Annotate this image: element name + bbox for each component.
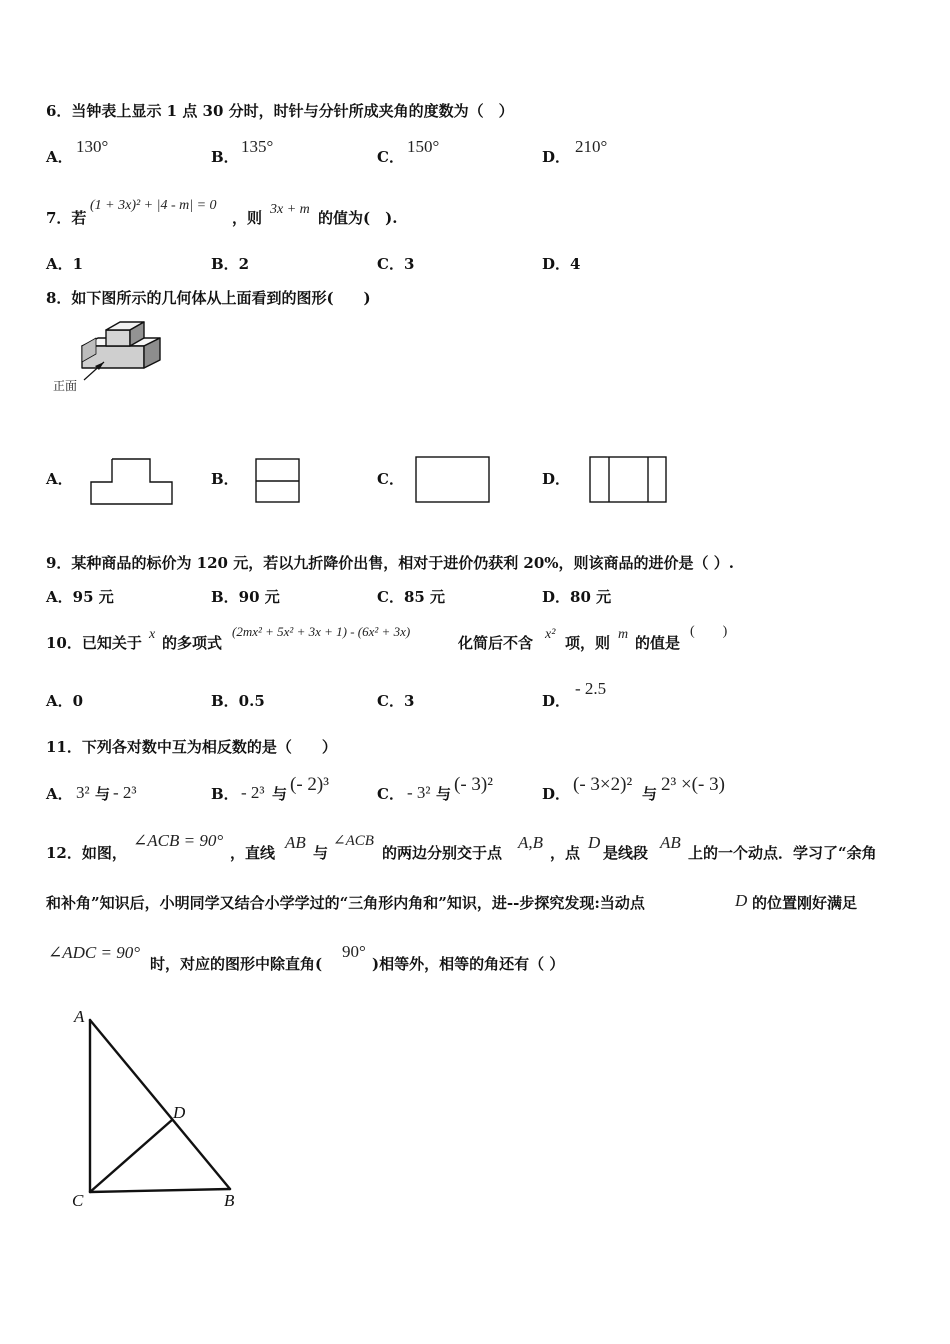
q6-label-b: B． — [211, 148, 239, 166]
q6-option-c: 150° — [407, 137, 440, 156]
q12-d-second: D — [735, 891, 748, 910]
q12-d: D — [588, 833, 601, 852]
q12-line2: 和补角”知识后，小明同学又结合小学学过的“三角形内角和”知识，进--步探究发现:当动点 — [46, 894, 645, 912]
q10-var-x: x — [149, 627, 156, 642]
q7-stem-post: 的值为( ). — [318, 209, 398, 227]
q11-label-c: C． — [377, 785, 404, 803]
q10-var-m: m — [618, 627, 629, 642]
q12-angle-adc: ∠ADC = 90° — [48, 943, 141, 962]
q11-c-with: 与 — [436, 785, 452, 803]
q8-label-c: C． — [377, 470, 404, 488]
q8-stem: 8．如下图所示的几何体从上面看到的图形( ) — [46, 289, 371, 307]
q12-triangle-figure — [60, 996, 260, 1216]
q8-front-label: 正面 — [53, 379, 78, 393]
q12-t8: )相等外，相等的角还有（ ） — [372, 955, 565, 973]
q12-line2-end: 的位置刚好满足 — [752, 894, 858, 912]
q9-option-a: A．95 元 — [46, 588, 114, 606]
q12-a-b: A,B — [518, 833, 544, 852]
q11-c-second: (- 3)² — [454, 774, 493, 795]
q9-option-d: D．80 元 — [542, 588, 612, 606]
q12-pre: 12．如图， — [46, 844, 127, 862]
q12-t6: 上的一个动点．学习了“余角 — [688, 844, 877, 862]
q9-option-c: C．85 元 — [377, 588, 446, 606]
q7-option-d: D．4 — [542, 255, 581, 273]
q6-stem: 6．当钟表上显示 1 点 30 分时，时针与分针所成夹角的度数为（ ） — [46, 102, 514, 120]
triangle-side-ab — [90, 1020, 230, 1189]
q12-t7: 时，对应的图形中除直角( — [150, 955, 323, 973]
q11-label-d: D． — [542, 785, 571, 803]
q11-b-first: - 2³ — [241, 783, 265, 802]
q8-option-d-figure — [589, 456, 669, 504]
q10-option-b: B．0.5 — [211, 692, 265, 710]
q10-stem-pre: 10．已知关于 — [46, 634, 142, 652]
q6-label-a: A． — [46, 148, 73, 166]
q9-stem: 9．某种商品的标价为 120 元，若以九折降价出售，相对于进价仍获利 20%，则该商品的进价是（ ）. — [46, 554, 734, 572]
q6-label-c: C． — [377, 148, 404, 166]
triangle-segment-cd — [90, 1120, 172, 1192]
vertex-d-label: D — [173, 1103, 186, 1122]
q11-b-second: (- 2)³ — [290, 774, 329, 795]
q10-polynomial: (2mx² + 5x² + 3x + 1) - (6x² + 3x) — [232, 624, 411, 639]
q12-t2: 与 — [313, 844, 329, 862]
q12-ab: AB — [285, 833, 306, 852]
q10-mid4: 的值是 — [635, 634, 681, 652]
q7-formula: (1 + 3x)² + |4 - m| = 0 — [90, 198, 217, 213]
q7-option-a: A．1 — [46, 255, 84, 273]
q11-d-with: 与 — [642, 785, 658, 803]
q11-a-second: - 2³ — [113, 783, 137, 802]
q11-label-a: A． — [46, 785, 73, 803]
q10-option-a: A．0 — [46, 692, 84, 710]
q12-ninety: 90° — [342, 942, 366, 961]
q6-option-b: 135° — [241, 137, 274, 156]
q7-expr: 3x + m — [270, 202, 310, 217]
q10-label-d: D． — [542, 692, 571, 710]
q8-label-b: B． — [211, 470, 239, 488]
q12-t4: ，点 — [550, 844, 581, 862]
q12-t1: ，直线 — [230, 844, 276, 862]
q8-option-a-figure — [90, 458, 174, 506]
q11-a-with: 与 — [95, 785, 111, 803]
q10-x-squared: x² — [545, 627, 556, 642]
triangle-side-cb — [90, 1189, 230, 1192]
q11-stem: 11．下列各对数中互为相反数的是（ ） — [46, 738, 337, 756]
q11-d-first: (- 3×2)² — [573, 774, 633, 795]
q7-option-b: B．2 — [211, 255, 250, 273]
q10-mid3: 项，则 — [565, 634, 611, 652]
q7-stem-pre: 7．若 — [46, 209, 87, 227]
q11-d-second: 2³ ×(- 3) — [661, 774, 725, 795]
q8-label-a: A． — [46, 470, 73, 488]
q8-option-b-figure — [255, 458, 301, 504]
vertex-c-label: C — [72, 1191, 84, 1210]
q12-ab-second: AB — [660, 833, 681, 852]
q10-option-d: - 2.5 — [575, 679, 607, 698]
q12-angle-acb: ∠ACB — [333, 833, 374, 849]
q10-mid2: 化简后不含 — [458, 634, 534, 652]
q8-option-c-figure — [415, 456, 491, 504]
q12-t3: 的两边分别交于点 — [382, 844, 503, 862]
q7-option-c: C．3 — [377, 255, 415, 273]
vertex-b-label: B — [224, 1191, 235, 1210]
q6-label-d: D． — [542, 148, 571, 166]
q12-angle-acb-90: ∠ACB = 90° — [133, 831, 224, 850]
q12-t5: 是线段 — [603, 844, 649, 862]
q9-option-b: B．90 元 — [211, 588, 280, 606]
q11-a-first: 3² — [76, 783, 90, 802]
vertex-a-label: A — [74, 1007, 85, 1026]
q11-c-first: - 3² — [407, 783, 431, 802]
q7-comma-then: ，则 — [232, 209, 263, 227]
q8-label-d: D． — [542, 470, 571, 488]
q6-option-a: 130° — [76, 137, 109, 156]
q10-mid1: 的多项式 — [162, 634, 223, 652]
q10-option-c: C．3 — [377, 692, 415, 710]
q11-label-b: B． — [211, 785, 239, 803]
q11-b-with: 与 — [272, 785, 288, 803]
q10-paren: ( ) — [690, 624, 728, 639]
q6-option-d: 210° — [575, 137, 608, 156]
